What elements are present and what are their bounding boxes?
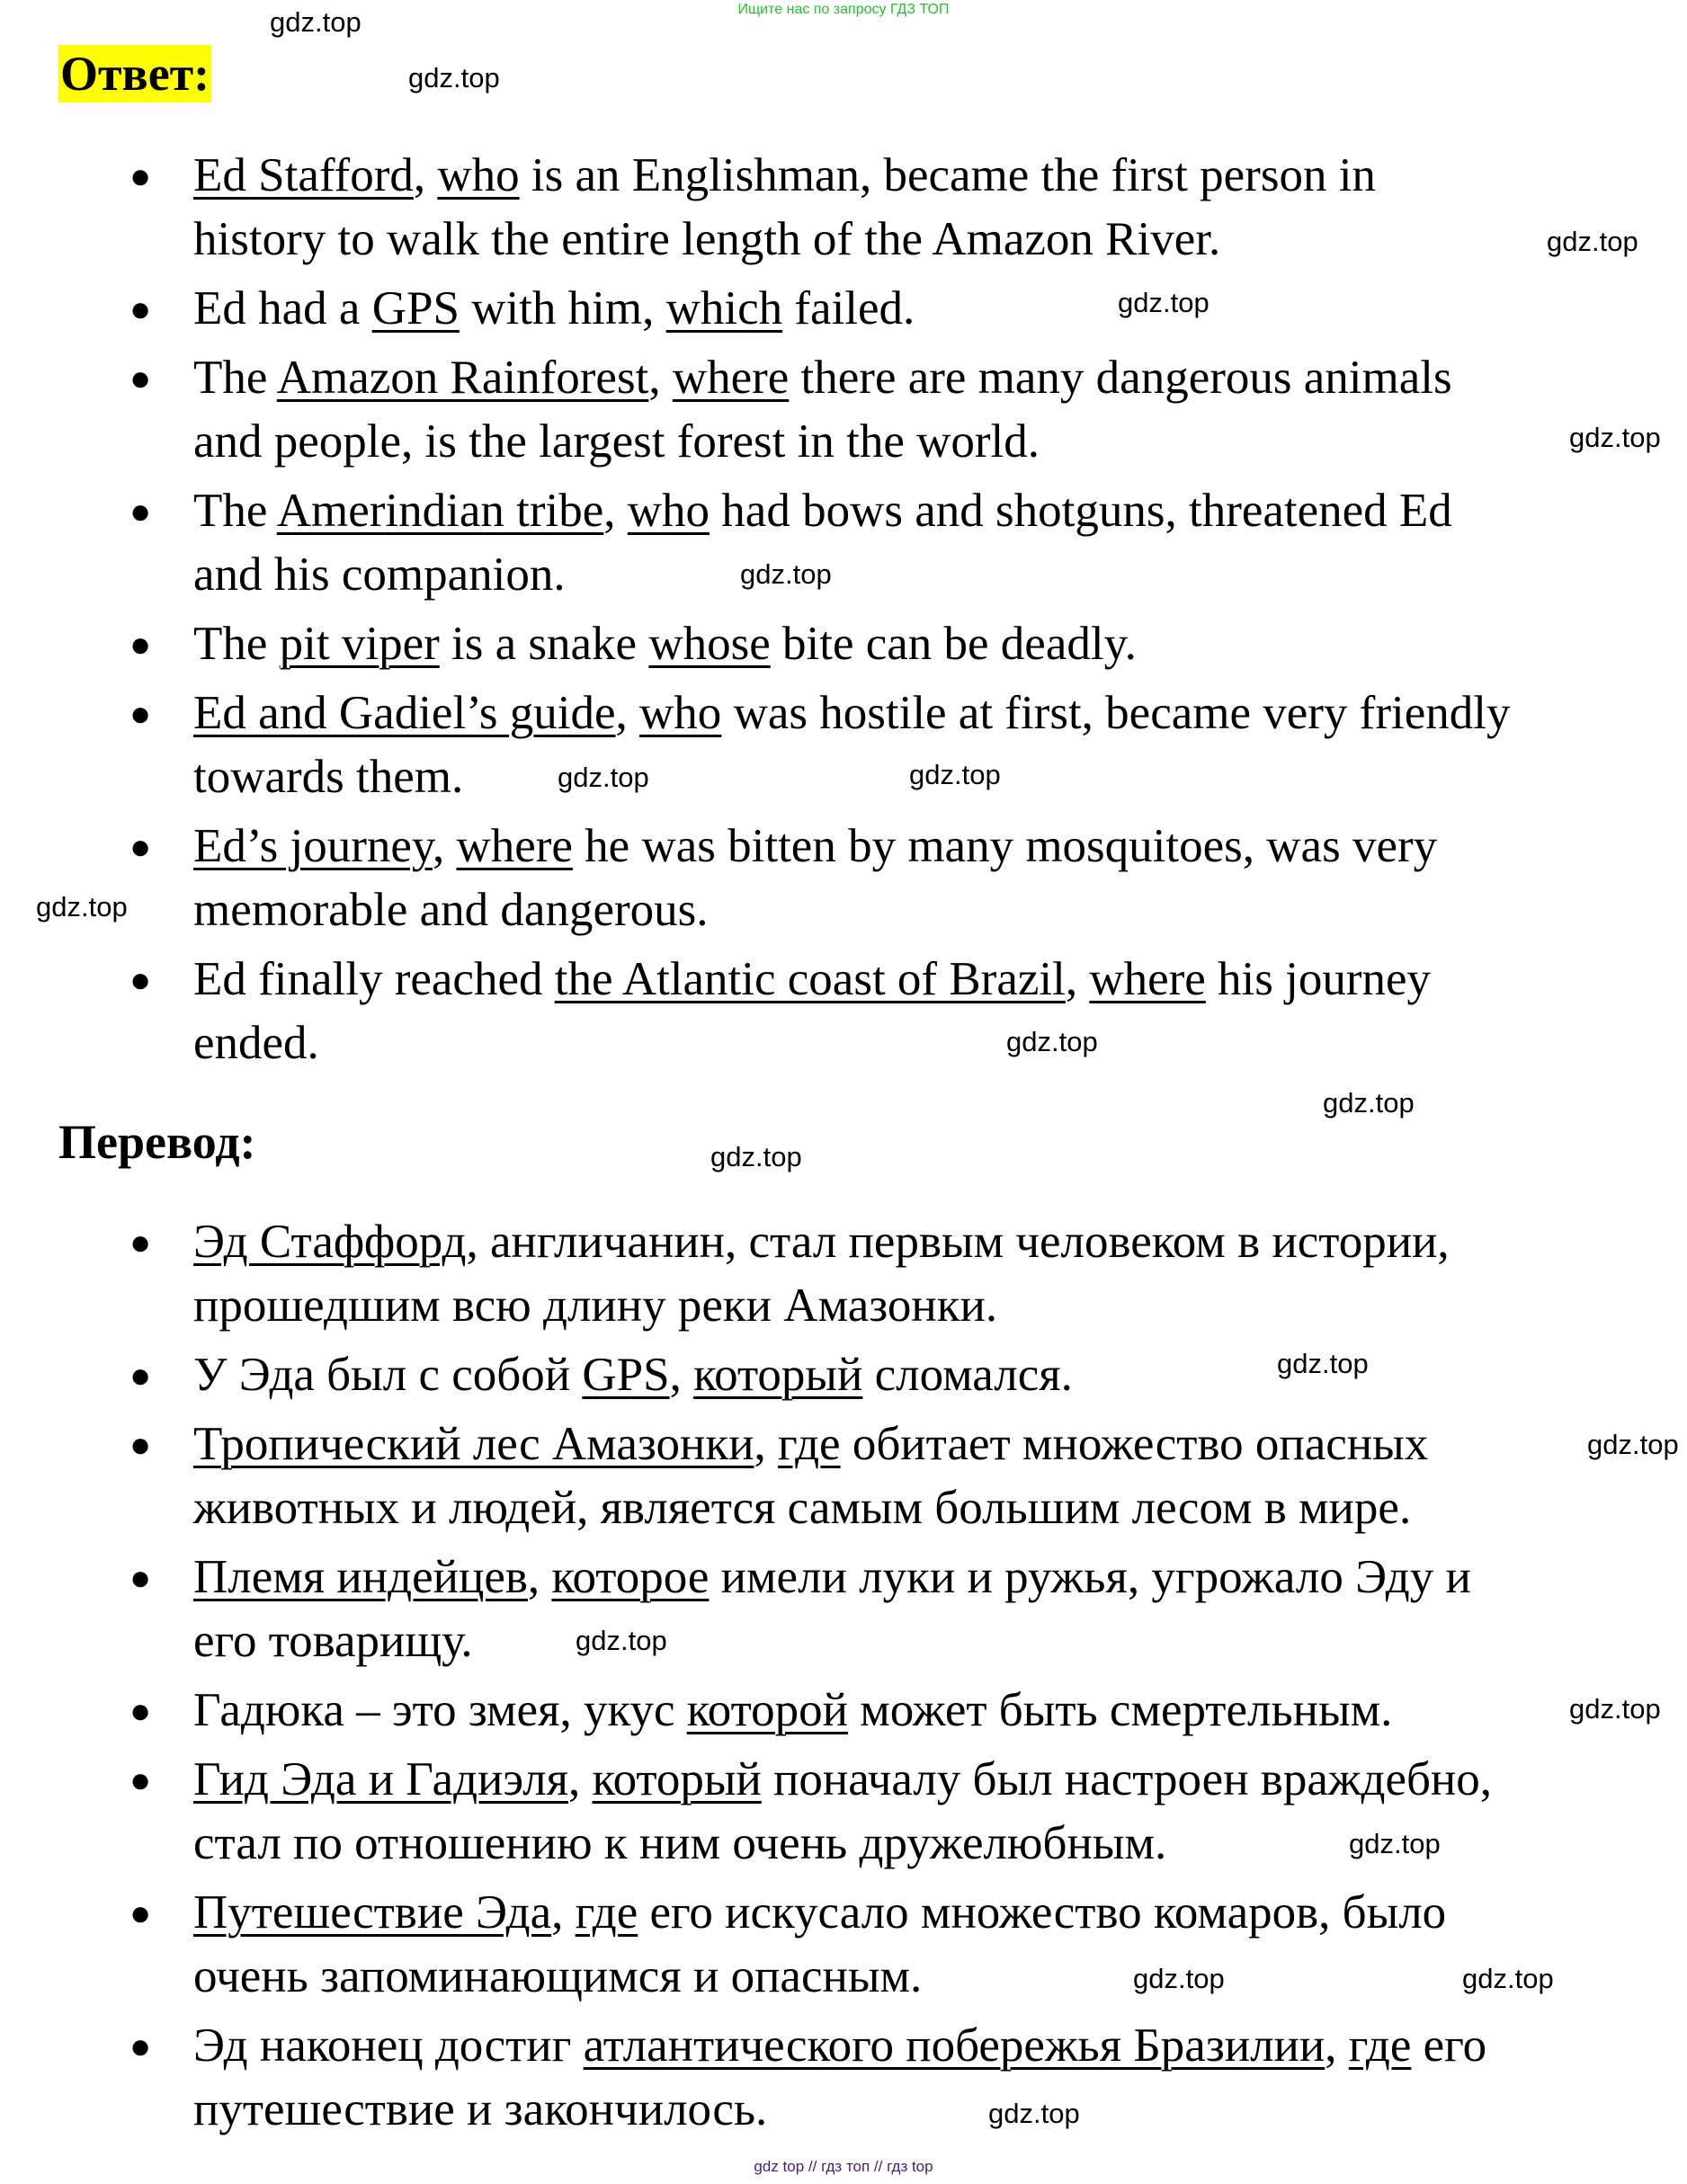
underlined-phrase: where — [456, 820, 573, 872]
watermark: gdz.top — [710, 1141, 802, 1172]
bullet-icon: ● — [129, 1355, 152, 1395]
text-segment: , — [669, 1349, 694, 1401]
text-line — [193, 815, 1687, 878]
text-line — [193, 144, 1687, 208]
watermark: gdz.top — [270, 6, 362, 38]
bullet-icon: ● — [129, 693, 152, 734]
underlined-phrase: Ed Stafford — [193, 149, 414, 201]
watermark: gdz.top — [1587, 1429, 1679, 1460]
watermark: gdz.top — [1323, 1087, 1415, 1119]
bullet-icon: ● — [129, 1893, 152, 1933]
text-line — [193, 1210, 1687, 1274]
text-line — [193, 208, 1687, 272]
text-segment: with him, — [459, 282, 666, 334]
text-line — [193, 410, 1687, 474]
list-item — [0, 1343, 1687, 1407]
text-segment: , — [527, 1551, 552, 1603]
text-segment: , — [1065, 953, 1090, 1005]
bullet-icon: ● — [129, 1424, 152, 1465]
text-line — [193, 1812, 1687, 1876]
list-item — [0, 2014, 1687, 2142]
text-line — [193, 543, 1687, 607]
watermark: gdz.top — [558, 762, 649, 793]
text-line — [193, 346, 1687, 410]
translation-heading: Перевод: — [58, 1115, 256, 1169]
bullet-icon: ● — [129, 826, 152, 867]
underlined-phrase: атлантического побережья Бразилии — [583, 2019, 1326, 2072]
bullet-icon: ● — [129, 358, 152, 398]
underlined-phrase: которое — [551, 1551, 710, 1603]
list-item — [0, 682, 1687, 809]
text-line — [193, 1679, 1687, 1743]
watermark: gdz.top — [1462, 1963, 1554, 1994]
text-segment: , — [603, 485, 628, 537]
text-segment: У Эда был с собой — [193, 1349, 583, 1401]
text-segment: memorable and dangerous. — [193, 884, 709, 936]
list-item — [0, 815, 1687, 942]
watermark: gdz.top — [988, 2098, 1080, 2129]
text-segment: and people, is the largest forest in the world. — [193, 415, 1040, 468]
underlined-phrase: Amazon Rainforest — [276, 352, 649, 404]
text-segment: , — [432, 820, 457, 872]
text-line — [193, 1881, 1687, 1945]
watermark: gdz.top — [1133, 1963, 1225, 1994]
text-line — [193, 1343, 1687, 1407]
text-segment: towards them. — [193, 751, 464, 803]
text-line — [193, 2078, 1687, 2142]
text-segment: The — [193, 485, 277, 537]
text-segment: , — [615, 687, 640, 739]
text-segment: может быть смертельным. — [847, 1684, 1393, 1736]
answer-list — [0, 144, 1687, 1081]
bullet-icon: ● — [129, 1557, 152, 1598]
text-segment: поначалу был настроен враждебно, — [761, 1753, 1493, 1805]
text-segment: there are many dangerous animals — [789, 352, 1452, 404]
text-line — [193, 1274, 1687, 1338]
underlined-phrase: GPS — [371, 282, 460, 334]
text-segment: его — [1411, 2019, 1487, 2072]
underlined-phrase: где — [575, 1886, 638, 1939]
text-segment: Гадюка – это змея, укус — [193, 1684, 687, 1736]
underlined-phrase: whose — [648, 618, 771, 670]
search-hint-banner: Ищите нас по запросу ГДЗ ТОП — [737, 2, 950, 17]
underlined-phrase: pit viper — [279, 618, 440, 670]
underlined-phrase: where — [672, 352, 790, 404]
text-segment: he was bitten by many mosquitoes, was very — [572, 820, 1438, 872]
underlined-phrase: Племя индейцев — [193, 1551, 528, 1603]
text-segment: его искусало множество комаров, было — [638, 1886, 1447, 1939]
text-segment: , — [568, 1753, 593, 1805]
list-item — [0, 948, 1687, 1075]
text-line — [193, 1748, 1687, 1812]
bullet-icon: ● — [129, 491, 152, 531]
text-line — [193, 2014, 1687, 2078]
underlined-phrase: the Atlantic coast of Brazil — [554, 953, 1066, 1005]
list-item — [0, 612, 1687, 676]
underlined-phrase: Гид Эда и Гадиэля — [193, 1753, 569, 1805]
text-segment: history to walk the entire length of the Amazon River. — [193, 213, 1221, 265]
underlined-phrase: who — [437, 149, 520, 201]
bullet-icon: ● — [129, 1690, 152, 1731]
list-item — [0, 1413, 1687, 1540]
list-item — [0, 1679, 1687, 1743]
underlined-phrase: where — [1089, 953, 1206, 1005]
text-line — [193, 1609, 1687, 1673]
underlined-phrase: которой — [686, 1684, 848, 1736]
text-segment: сломался. — [862, 1349, 1073, 1401]
underlined-phrase: Ed and Gadiel’s guide — [193, 687, 616, 739]
text-segment: стал по отношению к ним очень дружелюбным. — [193, 1817, 1167, 1869]
underlined-phrase: Ed’s journey — [193, 820, 433, 872]
text-segment: его товарищу. — [193, 1615, 473, 1667]
underlined-phrase: который — [592, 1753, 762, 1805]
text-line — [193, 479, 1687, 543]
text-segment: his journey — [1205, 953, 1432, 1005]
text-segment: , — [413, 149, 438, 201]
text-segment: The — [193, 618, 280, 670]
text-segment: and his companion. — [193, 548, 566, 601]
text-segment: is an Englishman, became the first person in — [519, 149, 1376, 201]
watermark: gdz.top — [1547, 226, 1638, 257]
watermark: gdz.top — [1118, 287, 1209, 318]
watermark: gdz.top — [909, 759, 1001, 790]
watermark: gdz.top — [1349, 1828, 1441, 1859]
text-segment: имели луки и ружья, угрожало Эду и — [709, 1551, 1471, 1603]
list-item — [0, 479, 1687, 607]
text-segment: failed. — [782, 282, 915, 334]
underlined-phrase: Эд Стаффорд — [193, 1216, 467, 1268]
bullet-icon: ● — [129, 959, 152, 1000]
footer-watermark: gdz top // гдз топ // гдз top — [754, 2158, 933, 2175]
bullet-icon: ● — [129, 624, 152, 664]
translation-list — [0, 1210, 1687, 2147]
underlined-phrase: Amerindian tribe — [276, 485, 604, 537]
underlined-phrase: Путешествие Эда — [193, 1886, 552, 1939]
underlined-phrase: GPS — [582, 1349, 670, 1401]
text-segment: , англичанин, стал первым человеком в истории, — [466, 1216, 1450, 1268]
text-segment: bite can be deadly. — [770, 618, 1137, 670]
watermark: gdz.top — [408, 62, 500, 94]
text-segment: , — [754, 1418, 778, 1470]
text-segment: The — [193, 352, 277, 404]
text-line — [193, 612, 1687, 676]
text-line — [193, 1476, 1687, 1540]
text-segment: had bows and shotguns, threatened Ed — [710, 485, 1452, 537]
watermark: gdz.top — [1006, 1026, 1098, 1057]
text-line — [193, 948, 1687, 1012]
watermark: gdz.top — [576, 1625, 667, 1656]
text-line — [193, 1012, 1687, 1075]
text-segment: Ed finally reached — [193, 953, 555, 1005]
list-item — [0, 277, 1687, 341]
text-segment: was hostile at first, became very friendly — [721, 687, 1511, 739]
text-segment: , — [1325, 2019, 1349, 2072]
bullet-icon: ● — [129, 2026, 152, 2066]
list-item — [0, 1546, 1687, 1673]
text-segment: путешествие и закончилось. — [193, 2083, 768, 2135]
watermark: gdz.top — [36, 891, 128, 923]
text-segment: ended. — [193, 1017, 319, 1069]
underlined-phrase: где — [1348, 2019, 1412, 2072]
underlined-phrase: который — [693, 1349, 863, 1401]
text-segment: животных и людей, является самым большим лесом в мире. — [193, 1482, 1412, 1534]
bullet-icon: ● — [129, 1760, 152, 1800]
list-item — [0, 1881, 1687, 2009]
answer-heading: Ответ: — [60, 47, 210, 101]
bullet-icon: ● — [129, 1222, 152, 1262]
text-segment: , — [551, 1886, 576, 1939]
underlined-phrase: Тропический лес Амазонки — [193, 1418, 754, 1470]
watermark: gdz.top — [740, 558, 832, 590]
text-segment: очень запоминающимся и опасным. — [193, 1950, 923, 2002]
text-segment: is a snake — [439, 618, 649, 670]
underlined-phrase: где — [777, 1418, 841, 1470]
text-segment: обитает множество опасных — [840, 1418, 1429, 1470]
text-line — [193, 878, 1687, 942]
text-line — [193, 1546, 1687, 1609]
text-line — [193, 682, 1687, 745]
bullet-icon: ● — [129, 289, 152, 329]
watermark: gdz.top — [1569, 422, 1661, 453]
text-segment: , — [648, 352, 673, 404]
bullet-icon: ● — [129, 156, 152, 196]
watermark: gdz.top — [1569, 1693, 1661, 1725]
text-segment: Эд наконец достиг — [193, 2019, 584, 2072]
list-item — [0, 346, 1687, 474]
text-line — [193, 277, 1687, 341]
watermark: gdz.top — [1277, 1348, 1369, 1379]
text-segment: Ed had a — [193, 282, 372, 334]
text-line — [193, 1413, 1687, 1476]
list-item — [0, 1210, 1687, 1338]
underlined-phrase: who — [627, 485, 710, 537]
underlined-phrase: who — [639, 687, 722, 739]
list-item — [0, 144, 1687, 272]
text-segment: прошедшим всю длину реки Амазонки. — [193, 1279, 998, 1332]
underlined-phrase: which — [665, 282, 783, 334]
